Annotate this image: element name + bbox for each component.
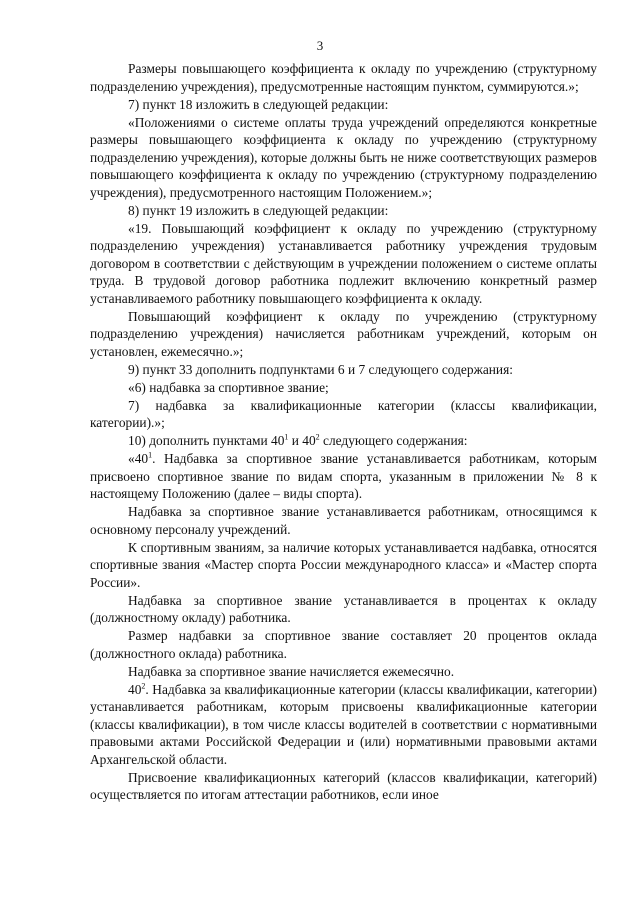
paragraph-sport-title-staff: Надбавка за спортивное звание устанавливается работникам, относящимся к основному персоналу учреждений.	[90, 504, 597, 537]
superscript-2: 2	[141, 681, 146, 691]
paragraph-sport-title-percent: Надбавка за спортивное звание устанавливается в процентах к окладу (должностному окладу) работника.	[90, 592, 597, 625]
paragraph-sport-titles-list: К спортивным званиям, за наличие которых устанавливается надбавка, относятся спортивные звания «Мастер спорта России международного класса» и «Мастер спорта России».	[90, 539, 597, 590]
clause-40-2-post: . Надбавка за квалификационные категории (классы квалификации, категории) устанавливается работникам, которым присвоены квалификационные категории (классы квалификации), в том числе классы водителей в соответствии с нормативными правовыми актами Российской Федерации и (или) нормативными правовыми актами Архангельской области.	[90, 681, 597, 767]
paragraph-item-9: 9) пункт 33 дополнить подпунктами 6 и 7 следующего содержания:	[128, 361, 513, 377]
clause-40-2-pre: 40	[128, 681, 142, 697]
paragraph-item-10-pre: 10) дополнить пунктами 40	[128, 433, 285, 448]
superscript-1: 1	[284, 432, 289, 442]
paragraph-item-10	[90, 432, 597, 450]
paragraph-item-10-mid: и 40	[288, 433, 316, 448]
page-number: 3	[316, 38, 324, 53]
paragraph-subitem-6: «6) надбавка за спортивное звание;	[128, 379, 329, 395]
paragraph-item-10-post: следующего содержания:	[319, 433, 468, 448]
paragraph-clause-40-2	[90, 681, 597, 769]
superscript-1: 1	[148, 450, 153, 460]
paragraph-item-7: 7) пункт 18 изложить в следующей редакции:	[128, 96, 389, 112]
paragraph-item-8: 8) пункт 19 изложить в следующей редакции:	[128, 202, 389, 218]
clause-40-1-post: . Надбавка за спортивное звание устанавливается работникам, которым присвоено спортивное звание по видам спорта, указанным в приложении № 8 к настоящему Положению (далее – виды спорта).	[90, 451, 597, 501]
paragraph-sport-title-amount: Размер надбавки за спортивное звание составляет 20 процентов оклада (должностного оклада) работника.	[90, 628, 597, 661]
document-body	[90, 60, 597, 804]
paragraph-item-19-text: «19. Повышающий коэффициент к окладу по учреждению (структурному подразделению учреждения) устанавливается работнику учреждения трудовым договором в соответствии с действующим в учреждении положением о системе оплаты труда. В трудовой договор работника подлежит включению конкретный размер устанавливаемого работнику повышающего коэффициента к окладу.	[90, 220, 597, 306]
paragraph-sport-title-monthly: Надбавка за спортивное звание начисляется ежемесячно.	[128, 663, 455, 679]
clause-40-1-pre: «40	[128, 451, 149, 466]
paragraph-qualification-assignment: Присвоение квалификационных категорий (классов квалификации, категорий) осуществляется по итогам аттестации работников, если иное	[90, 769, 597, 802]
paragraph-coefficient-summation: Размеры повышающего коэффициента к окладу по учреждению (структурному подразделению учреждения), предусмотренные настоящим пунктом, суммируются.»;	[90, 61, 597, 94]
paragraph-coefficient-monthly: Повышающий коэффициент к окладу по учреждению (структурному подразделению учреждения) начисляется работникам учреждений, которым он установлен, ежемесячно.»;	[90, 308, 597, 359]
paragraph-clause-40-1	[90, 450, 597, 503]
superscript-2: 2	[315, 432, 320, 442]
paragraph-item-18-text: «Положениями о системе оплаты труда учреждений определяются конкретные размеры повышающего коэффициента к окладу по учреждению (структурному подразделению учреждения), которые должны быть не ниже соответствующих размеров повышающего коэффициента к окладу по учреждению (структурному подразделению учреждения), предусмотренного настоящим Положением.»;	[90, 114, 597, 200]
paragraph-subitem-7: 7) надбавка за квалификационные категории (классы квалификации, категории).»;	[90, 397, 597, 430]
